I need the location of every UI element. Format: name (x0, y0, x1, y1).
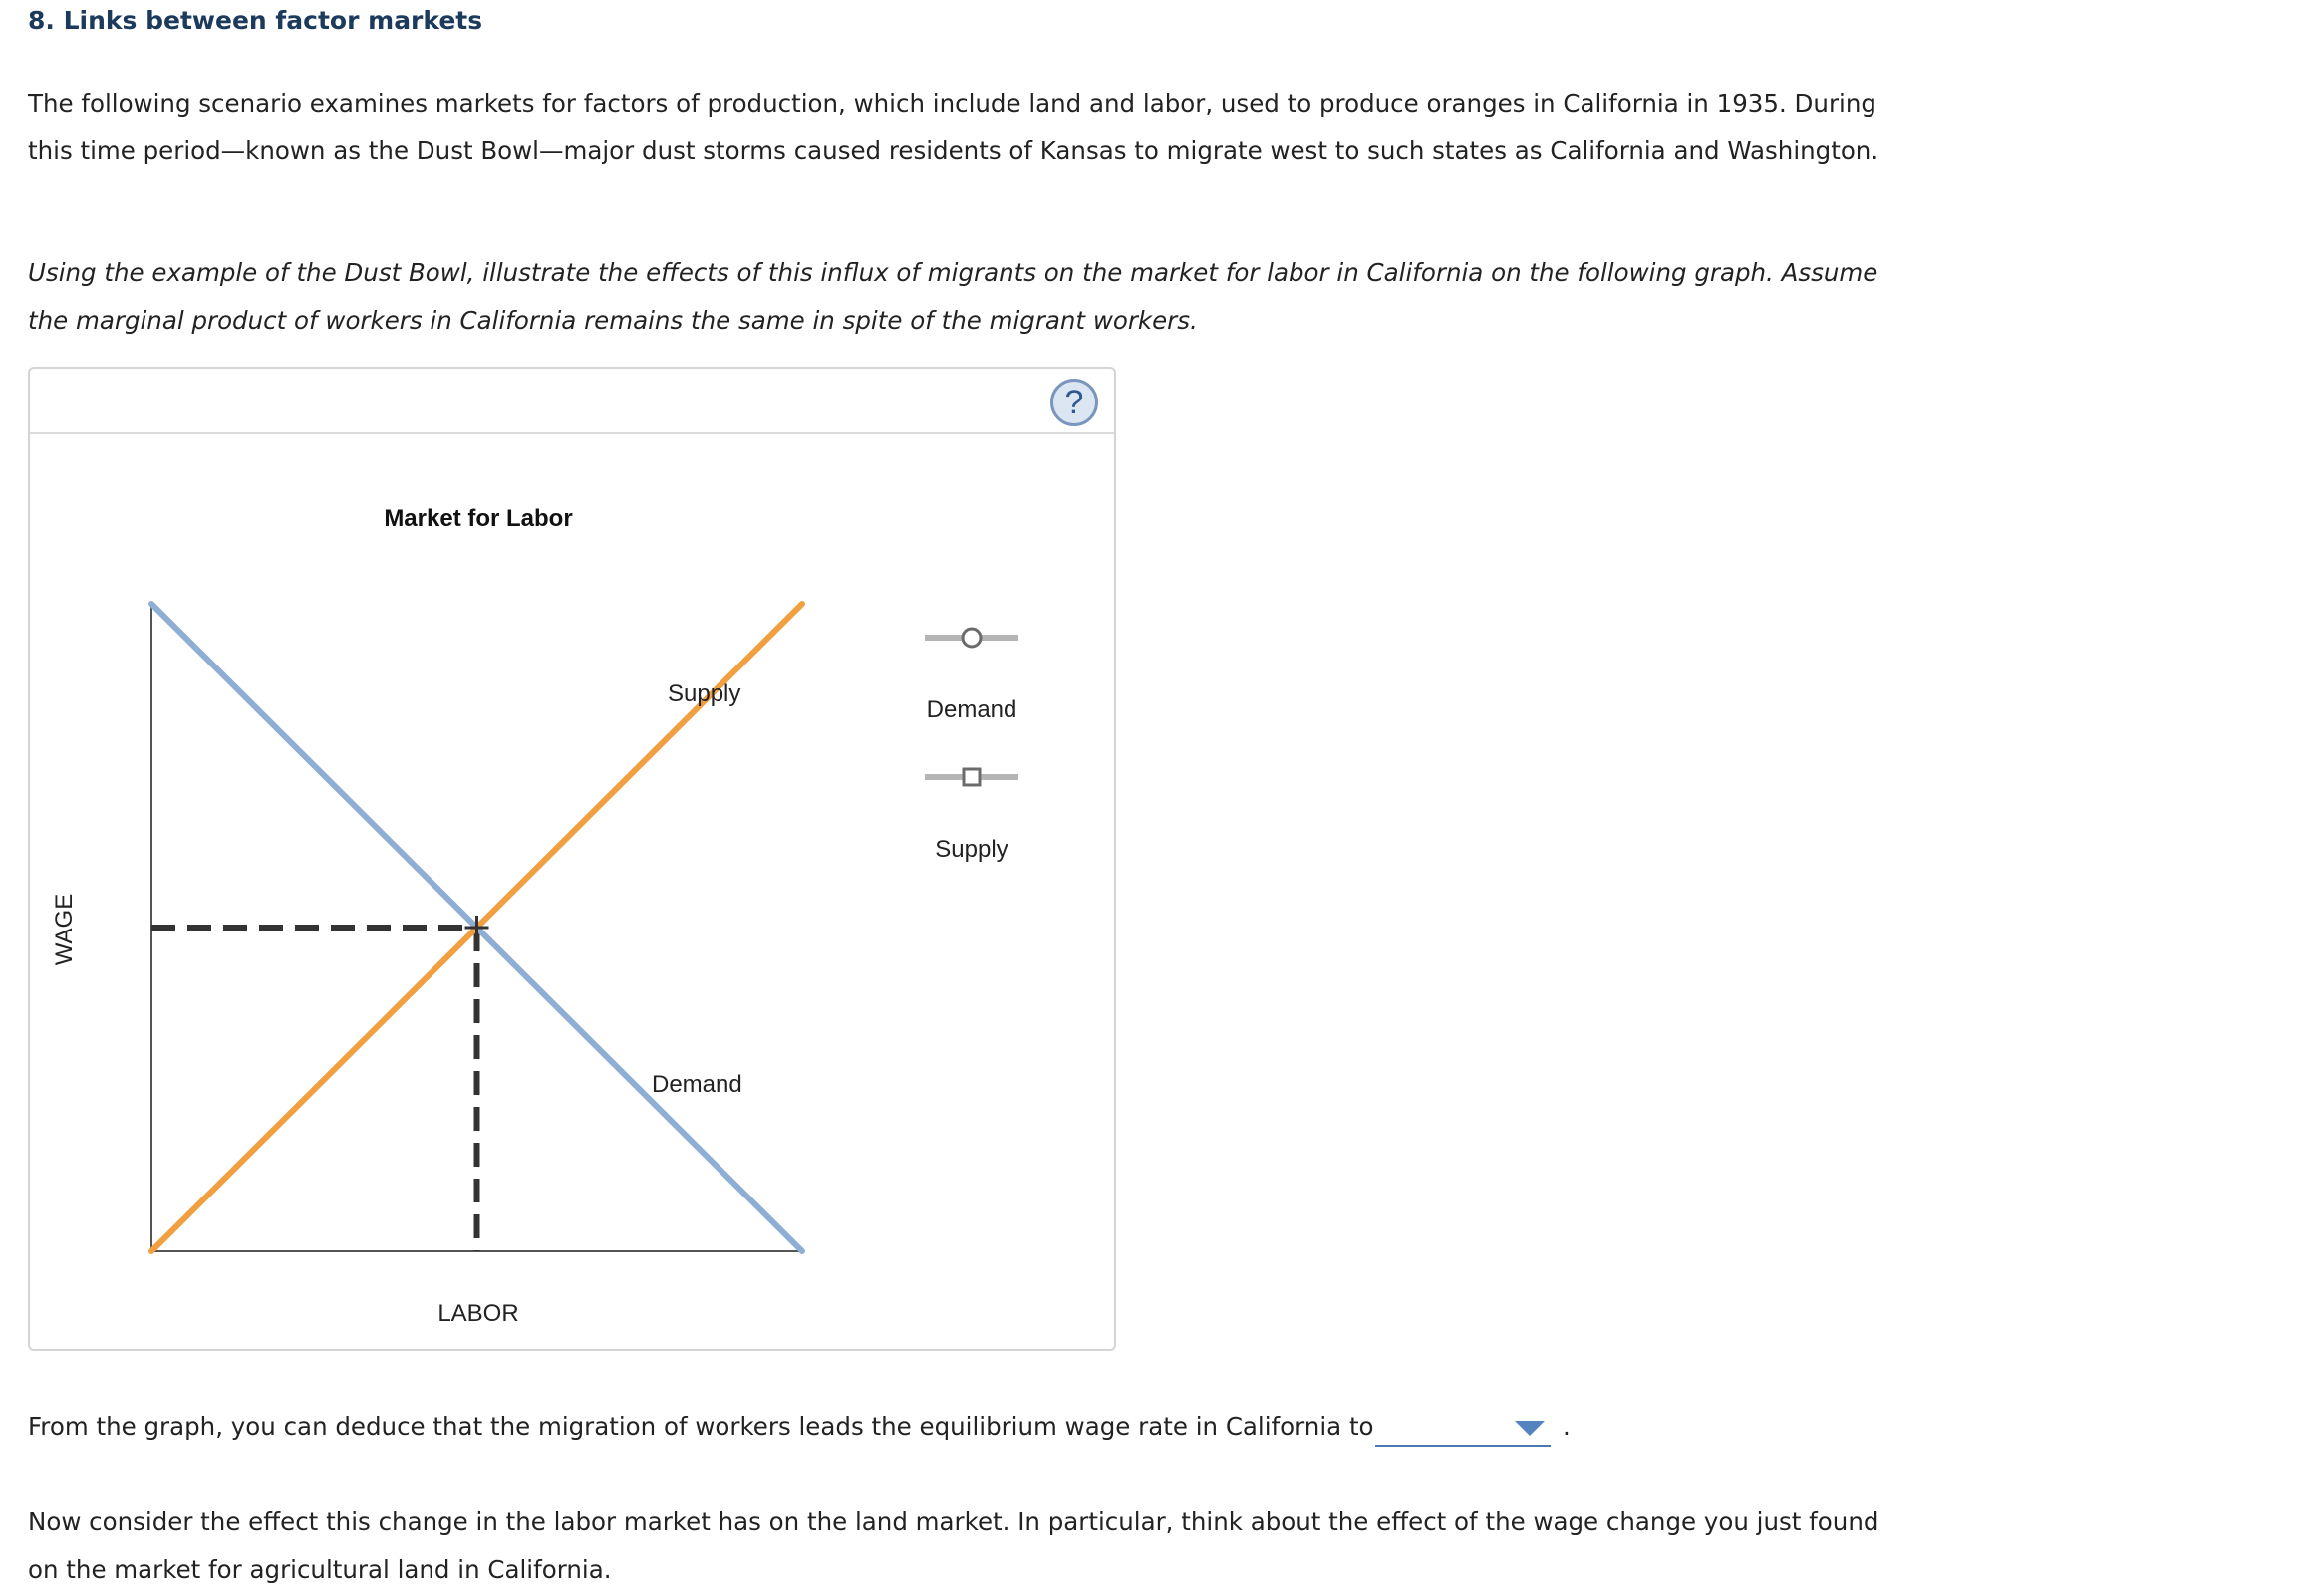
x-axis-label: LABOR (437, 1300, 519, 1327)
y-axis-label: WAGE (51, 893, 78, 966)
question-title: 8. Links between factor markets (28, 6, 483, 35)
demand-tool-label: Demand (926, 696, 1017, 723)
demand-curve-label: Demand (652, 1071, 742, 1098)
land-market-paragraph: Now consider the effect this change in the labor market has on the land market. In particular, think about the effect of the wage change you just found on the market for agricultural land in California. (28, 1507, 1879, 1584)
deduce-text: From the graph, you can deduce that the migration of workers leads the equilibrium wage rate in California to (28, 1412, 1374, 1441)
circle-marker-icon (963, 629, 981, 647)
supply-curve-label: Supply (668, 680, 741, 707)
demand-tool[interactable] (925, 629, 1018, 723)
sentence-period: . (1563, 1412, 1571, 1441)
supply-tool[interactable] (925, 769, 1018, 863)
supply-tool-label: Supply (935, 836, 1008, 863)
dropdown-arrow-icon (1515, 1421, 1545, 1436)
instruction-paragraph: Using the example of the Dust Bowl, illustrate the effects of this influx of migrants on the market for labor in California on the following graph. Assume the marginal product of workers in California remains the same in spite of the migrant workers. (28, 258, 1878, 335)
square-marker-icon (964, 769, 980, 785)
market-for-labor-graph[interactable] (30, 369, 1118, 1353)
wage-change-dropdown[interactable] (1375, 1413, 1551, 1447)
intro-paragraph: The following scenario examines markets for factors of production, which include land and labor, used to produce oranges in California in 1935. During this time period—known as the Dust Bowl—major dust storms caused residents of Kansas to migrate west to such states as California and Washington. (28, 89, 1879, 165)
question-mark-icon: ? (1064, 384, 1084, 421)
graph-panel (28, 367, 1116, 1351)
graph-title: Market for Labor (384, 505, 573, 532)
